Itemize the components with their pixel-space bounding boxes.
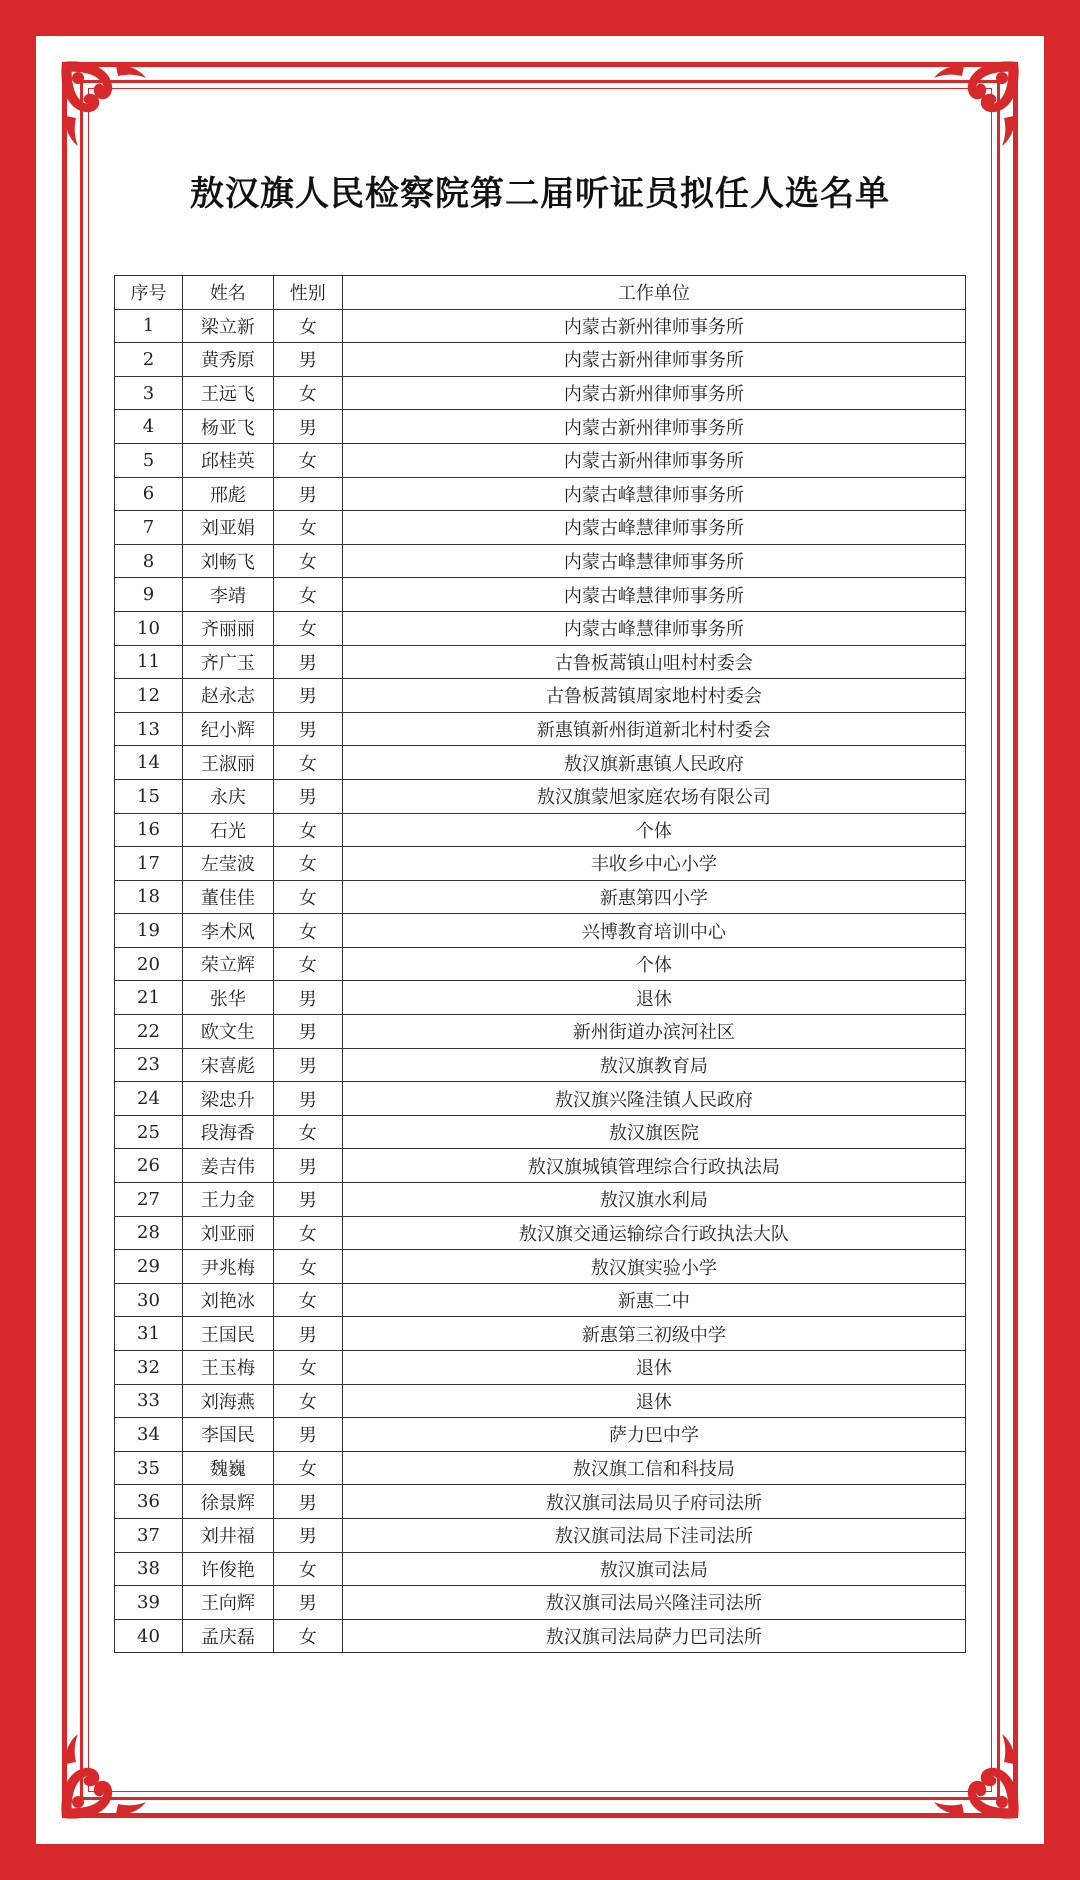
corner-ornament-icon (56, 56, 152, 152)
cell-gender: 女 (273, 880, 342, 914)
cell-name: 齐丽丽 (182, 611, 273, 645)
cell-gender: 男 (273, 1518, 342, 1552)
cell-gender: 女 (273, 309, 342, 343)
cell-name: 荣立辉 (182, 947, 273, 981)
table-row (115, 1619, 966, 1653)
cell-name: 永庆 (182, 779, 273, 813)
cell-no: 16 (115, 813, 183, 847)
cell-unit: 敖汉旗新惠镇人民政府 (342, 746, 965, 780)
table-row (115, 1351, 966, 1385)
cell-name: 董佳佳 (182, 880, 273, 914)
corner-ornament-icon (928, 1728, 1024, 1824)
cell-name: 王远飞 (182, 376, 273, 410)
cell-gender: 男 (273, 1586, 342, 1620)
column-header-name: 姓名 (182, 276, 273, 310)
cell-no: 25 (115, 1115, 183, 1149)
table-header-row (115, 276, 966, 310)
cell-unit: 敖汉旗司法局 (342, 1552, 965, 1586)
cell-name: 刘亚娟 (182, 511, 273, 545)
cell-gender: 女 (273, 578, 342, 612)
cell-no: 33 (115, 1384, 183, 1418)
table-row (115, 914, 966, 948)
cell-unit: 兴博教育培训中心 (342, 914, 965, 948)
table-row (115, 1518, 966, 1552)
table-row (115, 779, 966, 813)
cell-unit: 敖汉旗医院 (342, 1115, 965, 1149)
cell-gender: 女 (273, 1351, 342, 1385)
table-row (115, 376, 966, 410)
cell-no: 27 (115, 1183, 183, 1217)
cell-no: 32 (115, 1351, 183, 1385)
table-row (115, 578, 966, 612)
cell-unit: 内蒙古新州律师事务所 (342, 343, 965, 377)
cell-name: 刘畅飞 (182, 544, 273, 578)
cell-name: 刘亚丽 (182, 1216, 273, 1250)
cell-no: 39 (115, 1586, 183, 1620)
cell-unit: 新惠第四小学 (342, 880, 965, 914)
cell-gender: 女 (273, 1619, 342, 1653)
cell-unit: 新惠镇新州街道新北村村委会 (342, 712, 965, 746)
cell-unit: 个体 (342, 813, 965, 847)
cell-name: 纪小辉 (182, 712, 273, 746)
cell-name: 尹兆梅 (182, 1250, 273, 1284)
table-row (115, 544, 966, 578)
cell-gender: 女 (273, 1216, 342, 1250)
cell-gender: 女 (273, 1451, 342, 1485)
cell-name: 段海香 (182, 1115, 273, 1149)
cell-name: 王向辉 (182, 1586, 273, 1620)
cell-gender: 女 (273, 746, 342, 780)
table-row (115, 1418, 966, 1452)
cell-unit: 内蒙古峰慧律师事务所 (342, 544, 965, 578)
cell-unit: 敖汉旗司法局贝子府司法所 (342, 1485, 965, 1519)
cell-no: 15 (115, 779, 183, 813)
cell-unit: 丰收乡中心小学 (342, 847, 965, 881)
cell-no: 37 (115, 1518, 183, 1552)
cell-no: 2 (115, 343, 183, 377)
table-row (115, 1485, 966, 1519)
cell-no: 21 (115, 981, 183, 1015)
cell-name: 梁立新 (182, 309, 273, 343)
cell-name: 赵永志 (182, 679, 273, 713)
cell-gender: 女 (273, 376, 342, 410)
table-row (115, 1015, 966, 1049)
cell-gender: 女 (273, 847, 342, 881)
table-row (115, 1149, 966, 1183)
cell-no: 29 (115, 1250, 183, 1284)
cell-unit: 敖汉旗教育局 (342, 1048, 965, 1082)
cell-gender: 男 (273, 1149, 342, 1183)
cell-no: 11 (115, 645, 183, 679)
table-row (115, 309, 966, 343)
cell-gender: 女 (273, 1250, 342, 1284)
cell-no: 13 (115, 712, 183, 746)
cell-unit: 内蒙古峰慧律师事务所 (342, 511, 965, 545)
cell-unit: 古鲁板蒿镇周家地村村委会 (342, 679, 965, 713)
table-row (115, 880, 966, 914)
column-header-no: 序号 (115, 276, 183, 310)
table-row (115, 712, 966, 746)
cell-unit: 退休 (342, 1351, 965, 1385)
table-row (115, 679, 966, 713)
table-row (115, 1216, 966, 1250)
cell-no: 1 (115, 309, 183, 343)
cell-name: 王国民 (182, 1317, 273, 1351)
table-row (115, 813, 966, 847)
cell-gender: 女 (273, 1115, 342, 1149)
cell-name: 欧文生 (182, 1015, 273, 1049)
cell-unit: 内蒙古峰慧律师事务所 (342, 578, 965, 612)
cell-name: 梁忠升 (182, 1082, 273, 1116)
cell-unit: 敖汉旗工信和科技局 (342, 1451, 965, 1485)
cell-gender: 男 (273, 981, 342, 1015)
table-row (115, 1250, 966, 1284)
cell-unit: 新惠二中 (342, 1283, 965, 1317)
cell-no: 34 (115, 1418, 183, 1452)
table-row (115, 1283, 966, 1317)
cell-gender: 女 (273, 813, 342, 847)
cell-no: 31 (115, 1317, 183, 1351)
cell-no: 40 (115, 1619, 183, 1653)
cell-no: 30 (115, 1283, 183, 1317)
cell-unit: 内蒙古新州律师事务所 (342, 443, 965, 477)
cell-unit: 退休 (342, 981, 965, 1015)
cell-unit: 敖汉旗交通运输综合行政执法大队 (342, 1216, 965, 1250)
table-row (115, 1451, 966, 1485)
page-title: 敖汉旗人民检察院第二届听证员拟任人选名单 (190, 174, 890, 214)
cell-name: 黄秀原 (182, 343, 273, 377)
cell-name: 李术风 (182, 914, 273, 948)
cell-name: 宋喜彪 (182, 1048, 273, 1082)
table-row (115, 611, 966, 645)
cell-gender: 女 (273, 1552, 342, 1586)
table-row (115, 343, 966, 377)
cell-gender: 男 (273, 1082, 342, 1116)
cell-no: 9 (115, 578, 183, 612)
cell-unit: 新州街道办滨河社区 (342, 1015, 965, 1049)
table-row (115, 847, 966, 881)
cell-gender: 男 (273, 1015, 342, 1049)
cell-unit: 内蒙古新州律师事务所 (342, 309, 965, 343)
cell-name: 左莹波 (182, 847, 273, 881)
cell-gender: 男 (273, 779, 342, 813)
corner-ornament-icon (56, 1728, 152, 1824)
cell-gender: 男 (273, 712, 342, 746)
table-row (115, 746, 966, 780)
cell-no: 26 (115, 1149, 183, 1183)
cell-no: 4 (115, 410, 183, 444)
cell-no: 18 (115, 880, 183, 914)
cell-gender: 男 (273, 645, 342, 679)
cell-gender: 女 (273, 914, 342, 948)
cell-gender: 女 (273, 443, 342, 477)
cell-unit: 敖汉旗水利局 (342, 1183, 965, 1217)
cell-name: 邱桂英 (182, 443, 273, 477)
cell-gender: 男 (273, 1317, 342, 1351)
cell-name: 邢彪 (182, 477, 273, 511)
cell-gender: 女 (273, 947, 342, 981)
cell-name: 徐景辉 (182, 1485, 273, 1519)
cell-gender: 男 (273, 1485, 342, 1519)
cell-gender: 女 (273, 544, 342, 578)
table-body (115, 309, 966, 1653)
cell-name: 李国民 (182, 1418, 273, 1452)
cell-no: 19 (115, 914, 183, 948)
cell-unit: 内蒙古峰慧律师事务所 (342, 611, 965, 645)
cell-unit: 敖汉旗兴隆洼镇人民政府 (342, 1082, 965, 1116)
cell-name: 许俊艳 (182, 1552, 273, 1586)
table-row (115, 645, 966, 679)
column-header-gender: 性别 (273, 276, 342, 310)
table-row (115, 981, 966, 1015)
cell-no: 12 (115, 679, 183, 713)
table-row (115, 1183, 966, 1217)
table-row (115, 511, 966, 545)
cell-name: 王淑丽 (182, 746, 273, 780)
cell-unit: 内蒙古新州律师事务所 (342, 376, 965, 410)
cell-no: 6 (115, 477, 183, 511)
cell-unit: 内蒙古峰慧律师事务所 (342, 477, 965, 511)
table-row (115, 1552, 966, 1586)
cell-gender: 女 (273, 1283, 342, 1317)
table-row (115, 1048, 966, 1082)
cell-no: 3 (115, 376, 183, 410)
cell-no: 23 (115, 1048, 183, 1082)
table-row (115, 1586, 966, 1620)
cell-no: 17 (115, 847, 183, 881)
cell-gender: 男 (273, 679, 342, 713)
cell-name: 魏巍 (182, 1451, 273, 1485)
cell-no: 20 (115, 947, 183, 981)
cell-gender: 女 (273, 1384, 342, 1418)
cell-unit: 退休 (342, 1384, 965, 1418)
cell-no: 7 (115, 511, 183, 545)
cell-name: 李靖 (182, 578, 273, 612)
cell-name: 刘艳冰 (182, 1283, 273, 1317)
cell-name: 齐广玉 (182, 645, 273, 679)
cell-gender: 女 (273, 511, 342, 545)
corner-ornament-icon (928, 56, 1024, 152)
table-row (115, 947, 966, 981)
cell-name: 刘井福 (182, 1518, 273, 1552)
cell-no: 10 (115, 611, 183, 645)
table-row (115, 1317, 966, 1351)
table-row (115, 477, 966, 511)
cell-gender: 男 (273, 1183, 342, 1217)
cell-name: 张华 (182, 981, 273, 1015)
cell-gender: 男 (273, 477, 342, 511)
cell-no: 5 (115, 443, 183, 477)
cell-no: 28 (115, 1216, 183, 1250)
cell-no: 14 (115, 746, 183, 780)
cell-name: 姜吉伟 (182, 1149, 273, 1183)
cell-name: 石光 (182, 813, 273, 847)
cell-unit: 敖汉旗蒙旭家庭农场有限公司 (342, 779, 965, 813)
cell-unit: 萨力巴中学 (342, 1418, 965, 1452)
cell-unit: 个体 (342, 947, 965, 981)
cell-no: 22 (115, 1015, 183, 1049)
document-page (36, 36, 1044, 1844)
cell-name: 刘海燕 (182, 1384, 273, 1418)
cell-no: 38 (115, 1552, 183, 1586)
cell-name: 杨亚飞 (182, 410, 273, 444)
cell-unit: 新惠第三初级中学 (342, 1317, 965, 1351)
cell-unit: 古鲁板蒿镇山咀村村委会 (342, 645, 965, 679)
cell-gender: 男 (273, 410, 342, 444)
cell-unit: 内蒙古新州律师事务所 (342, 410, 965, 444)
cell-name: 孟庆磊 (182, 1619, 273, 1653)
cell-no: 24 (115, 1082, 183, 1116)
cell-no: 8 (115, 544, 183, 578)
table-row (115, 1384, 966, 1418)
cell-unit: 敖汉旗司法局萨力巴司法所 (342, 1619, 965, 1653)
cell-gender: 男 (273, 1418, 342, 1452)
table-row (115, 1082, 966, 1116)
cell-name: 王力金 (182, 1183, 273, 1217)
cell-gender: 女 (273, 611, 342, 645)
candidate-table (114, 275, 966, 1653)
cell-unit: 敖汉旗城镇管理综合行政执法局 (342, 1149, 965, 1183)
table-row (115, 410, 966, 444)
column-header-unit: 工作单位 (342, 276, 965, 310)
cell-unit: 敖汉旗司法局兴隆洼司法所 (342, 1586, 965, 1620)
cell-gender: 男 (273, 343, 342, 377)
cell-name: 王玉梅 (182, 1351, 273, 1385)
cell-gender: 男 (273, 1048, 342, 1082)
table-row (115, 1115, 966, 1149)
cell-unit: 敖汉旗实验小学 (342, 1250, 965, 1284)
cell-unit: 敖汉旗司法局下洼司法所 (342, 1518, 965, 1552)
cell-no: 36 (115, 1485, 183, 1519)
table-row (115, 443, 966, 477)
cell-no: 35 (115, 1451, 183, 1485)
